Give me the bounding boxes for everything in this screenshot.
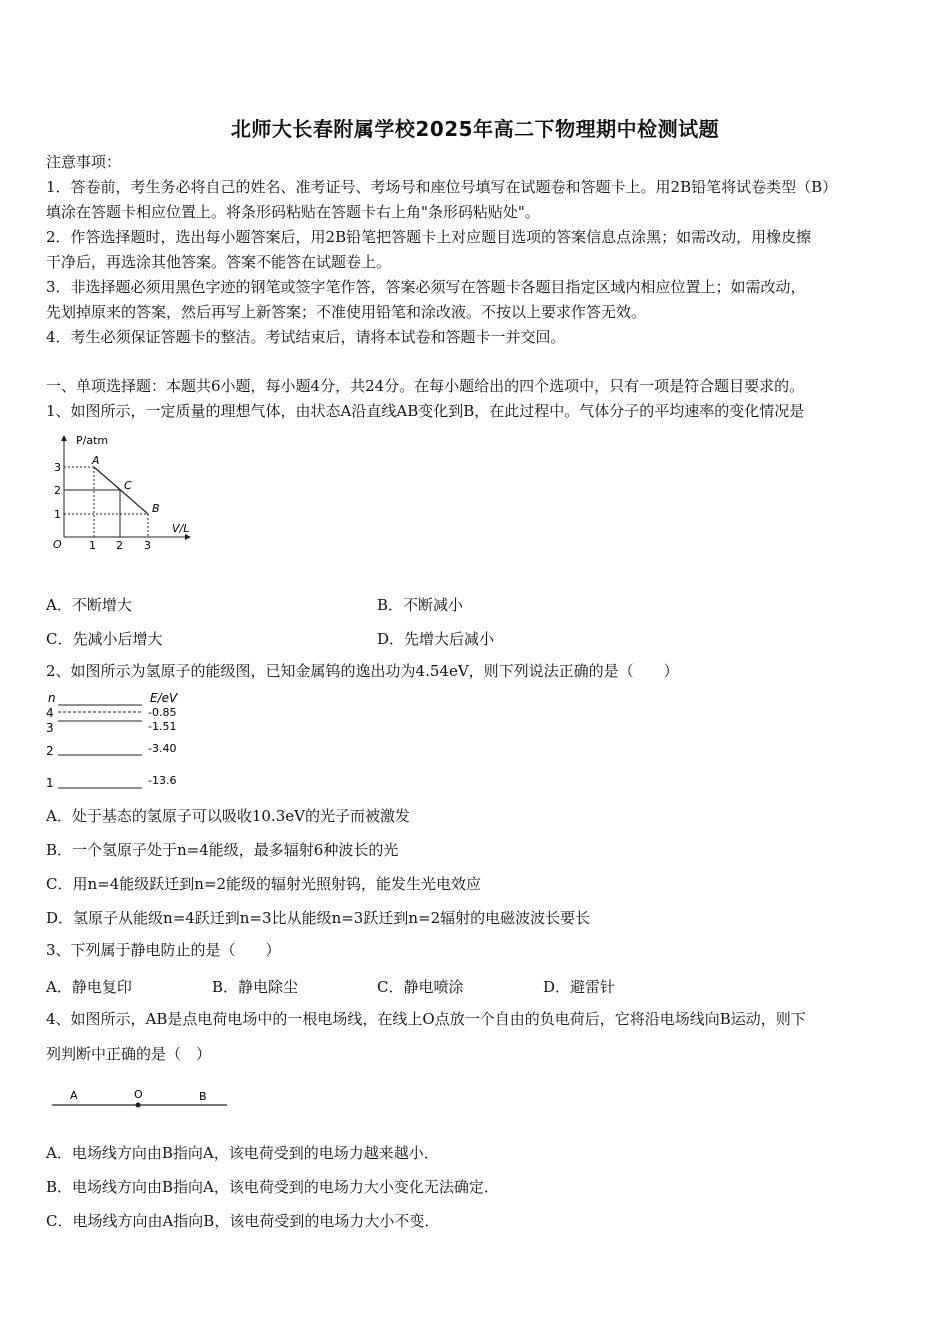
q4-option-b: B．电场线方向由B指向A，该电荷受到的电场力大小变化无法确定．: [46, 1178, 499, 1196]
section-heading: 一、单项选择题：本题共6小题，每小题4分，共24分。在每小题给出的四个选项中，只有一项是符合题目要求的。: [46, 377, 805, 395]
question-3-stem: 3、下列属于静电防止的是（ ）: [46, 941, 281, 959]
question-4-stem-cont: 列判断中正确的是（ ）: [46, 1045, 212, 1063]
notice-line: 4．考生必须保证答题卡的整洁。考试结束后，请将本试卷和答题卡一并交回。: [46, 328, 566, 346]
pv-graph: [50, 430, 200, 555]
q1-option-c: C．先减小后增大: [46, 630, 163, 648]
x-tick-label: 3: [144, 539, 151, 552]
q3-option-a: A．静电复印: [46, 978, 132, 996]
q2-option-a: A．处于基态的氢原子可以吸收10.3eV的光子而被激发: [46, 807, 410, 825]
level-energy: -0.85: [148, 706, 177, 719]
question-4-stem: 4、如图所示，AB是点电荷电场中的一根电场线，在线上O点放一个自由的负电荷后，它将沿电场线向B运动，则下: [46, 1010, 806, 1028]
label-o: O: [134, 1088, 143, 1101]
q1-option-b: B．不断减小: [377, 596, 464, 614]
label-b: B: [199, 1090, 207, 1103]
question-2-stem: 2、如图所示为氢原子的能级图，已知金属钨的逸出功为4.54eV，则下列说法正确的是（ ）: [46, 662, 679, 680]
point-b-label: B: [152, 502, 160, 515]
level-energy: -13.6: [148, 774, 177, 787]
x-tick-label: 1: [89, 539, 96, 552]
label-a: A: [70, 1089, 78, 1102]
q4-option-a: A．电场线方向由B指向A，该电荷受到的电场力越来越小．: [46, 1144, 439, 1162]
level-n: 3: [46, 721, 54, 735]
y-axis-label: P/atm: [76, 434, 109, 447]
field-line-diagram: [50, 1084, 235, 1110]
q1-option-a: A．不断增大: [46, 596, 132, 614]
origin-label: O: [53, 538, 62, 551]
n-label: n: [48, 691, 56, 705]
y-tick-label: 2: [54, 484, 61, 497]
notice-line: 1．答卷前，考生务必将自己的姓名、准考证号、考场号和座位号填写在试题卷和答题卡上。用2B铅笔将试卷类型（B）: [46, 178, 838, 196]
level-n: 4: [46, 706, 54, 720]
x-tick-label: 2: [116, 539, 123, 552]
notice-heading: 注意事项：: [46, 153, 122, 171]
q1-option-d: D．先增大后减小: [377, 630, 495, 648]
level-n: 1: [46, 776, 54, 790]
energy-level-diagram: [42, 688, 202, 793]
point-o-dot: [136, 1103, 141, 1108]
page-title: 北师大长春附属学校2025年高二下物理期中检测试题: [230, 117, 720, 141]
notice-line: 2．作答选择题时，选出每小题答案后，用2B铅笔把答题卡上对应题目选项的答案信息点涂黑；如需改动，用橡皮擦: [46, 228, 812, 246]
question-1-stem: 1、如图所示，一定质量的理想气体，由状态A沿直线AB变化到B，在此过程中。气体分子的平均速率的变化情况是: [46, 402, 805, 420]
y-tick-label: 1: [54, 508, 61, 521]
notice-line: 填涂在答题卡相应位置上。将条形码粘贴在答题卡右上角"条形码粘贴处"。: [46, 203, 540, 221]
q3-option-c: C．静电喷涂: [377, 978, 464, 996]
q2-option-c: C．用n=4能级跃迁到n=2能级的辐射光照射钨，能发生光电效应: [46, 875, 482, 893]
q3-option-b: B．静电除尘: [212, 978, 299, 996]
notice-line: 3．非选择题必须用黑色字迹的钢笔或签字笔作答，答案必须写在答题卡各题目指定区域内相应位置上；如需改动，: [46, 278, 806, 296]
energy-label: E/eV: [150, 691, 178, 705]
level-energy: -1.51: [148, 720, 177, 733]
point-c-label: C: [124, 479, 132, 492]
point-a-label: A: [92, 454, 100, 467]
q2-option-b: B．一个氢原子处于n=4能级，最多辐射6种波长的光: [46, 841, 399, 859]
q3-option-d: D．避雷针: [543, 978, 616, 996]
x-axis-label: V/L: [172, 522, 190, 535]
level-n: 2: [46, 744, 54, 758]
q4-option-c: C．电场线方向由A指向B，该电荷受到的电场力大小不变．: [46, 1212, 440, 1230]
y-tick-label: 3: [54, 461, 61, 474]
q2-option-d: D．氢原子从能级n=4跃迁到n=3比从能级n=3跃迁到n=2辐射的电磁波波长要长: [46, 909, 591, 927]
notice-line: 干净后，再选涂其他答案。答案不能答在试题卷上。: [46, 253, 392, 271]
notice-line: 先划掉原来的答案，然后再写上新答案；不准使用铅笔和涂改液。不按以上要求作答无效。: [46, 303, 647, 321]
level-energy: -3.40: [148, 742, 177, 755]
